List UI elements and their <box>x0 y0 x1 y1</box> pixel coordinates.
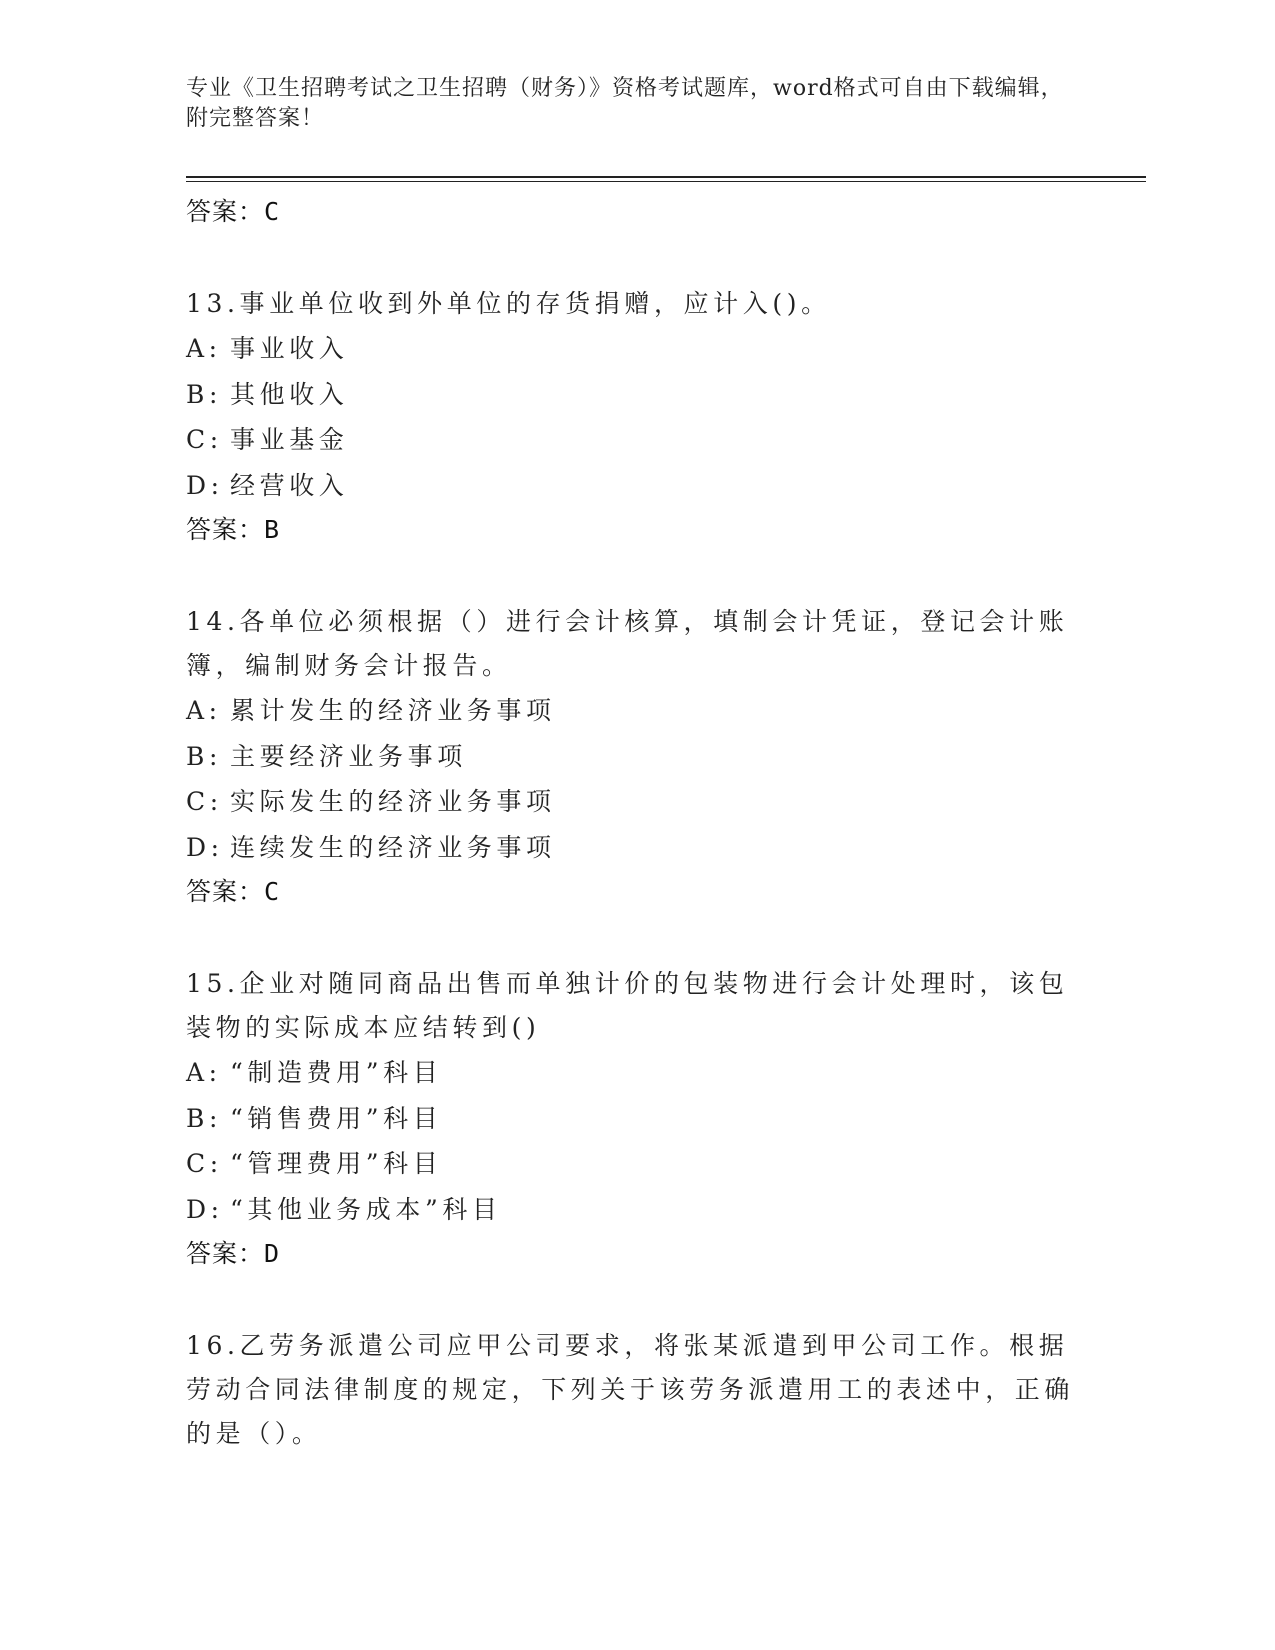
question-stem: 15.企业对随同商品出售而单独计价的包装物进行会计处理时，该包装物的实际成本应结转到() <box>186 969 1069 1042</box>
answer-line <box>186 870 1086 914</box>
answer-line <box>186 508 1086 552</box>
option-a <box>186 326 1086 372</box>
option-key: D: <box>186 1194 224 1224</box>
answer-value: C <box>264 197 281 226</box>
option-b <box>186 1096 1086 1142</box>
option-text: 经营收入 <box>230 470 349 500</box>
answer-label: 答案： <box>186 1239 265 1268</box>
option-key: C: <box>186 787 223 816</box>
option-text: “销售费用”科目 <box>230 1103 443 1133</box>
document-header: 专业《卫生招聘考试之卫生招聘（财务）》资格考试题库，word格式可自由下载编辑，附完整答案！ <box>186 76 1064 131</box>
answer-value: D <box>264 1239 281 1268</box>
answer-label: 答案： <box>186 515 265 544</box>
option-text: 实际发生的经济业务事项 <box>230 787 556 816</box>
question-stem: 13.事业单位收到外单位的存货捐赠，应计入()。 <box>186 289 831 318</box>
option-text: 连续发生的经济业务事项 <box>230 832 556 862</box>
answer-line <box>186 190 1086 234</box>
option-b <box>186 734 1086 780</box>
option-c <box>186 1141 1086 1187</box>
option-key: B: <box>186 379 222 409</box>
option-key: B: <box>186 741 222 771</box>
option-key: D: <box>186 832 224 862</box>
option-a <box>186 1050 1086 1096</box>
option-d <box>186 463 1086 509</box>
header-divider <box>186 176 1146 182</box>
question-stem: 16.乙劳务派遣公司应甲公司要求，将张某派遣到甲公司工作。根据劳动合同法律制度的规定，下列关于该劳务派遣用工的表述中，正确的是（）。 <box>186 1331 1075 1448</box>
option-key: C: <box>186 425 223 454</box>
option-key: A: <box>186 696 222 725</box>
question-15 <box>186 962 1086 1276</box>
option-c <box>186 417 1086 463</box>
option-text: 其他收入 <box>230 379 349 409</box>
question-13 <box>186 282 1086 552</box>
option-key: B: <box>186 1103 222 1133</box>
option-key: A: <box>186 334 222 363</box>
option-key: D: <box>186 470 224 500</box>
answer-value: B <box>264 515 281 544</box>
option-text: “其他业务成本”科目 <box>230 1194 502 1224</box>
option-text: “制造费用”科目 <box>230 1058 443 1087</box>
option-d <box>186 1187 1086 1233</box>
answer-label: 答案： <box>186 197 265 226</box>
option-a <box>186 688 1086 734</box>
question-14 <box>186 600 1086 914</box>
option-text: “管理费用”科目 <box>230 1149 443 1178</box>
option-key: C: <box>186 1149 223 1178</box>
question-stem: 14.各单位必须根据（）进行会计核算，填制会计凭证，登记会计账簿，编制财务会计报告。 <box>186 607 1069 680</box>
option-key: A: <box>186 1058 222 1087</box>
answer-line <box>186 1232 1086 1276</box>
answer-label: 答案： <box>186 877 265 906</box>
option-text: 累计发生的经济业务事项 <box>230 696 556 725</box>
option-b <box>186 372 1086 418</box>
option-text: 事业基金 <box>230 425 349 454</box>
option-text: 主要经济业务事项 <box>230 741 467 771</box>
answer-value: C <box>264 877 281 906</box>
question-16 <box>186 1324 1086 1456</box>
option-text: 事业收入 <box>230 334 349 363</box>
option-c <box>186 779 1086 825</box>
option-d <box>186 825 1086 871</box>
question-list <box>186 190 1086 1456</box>
